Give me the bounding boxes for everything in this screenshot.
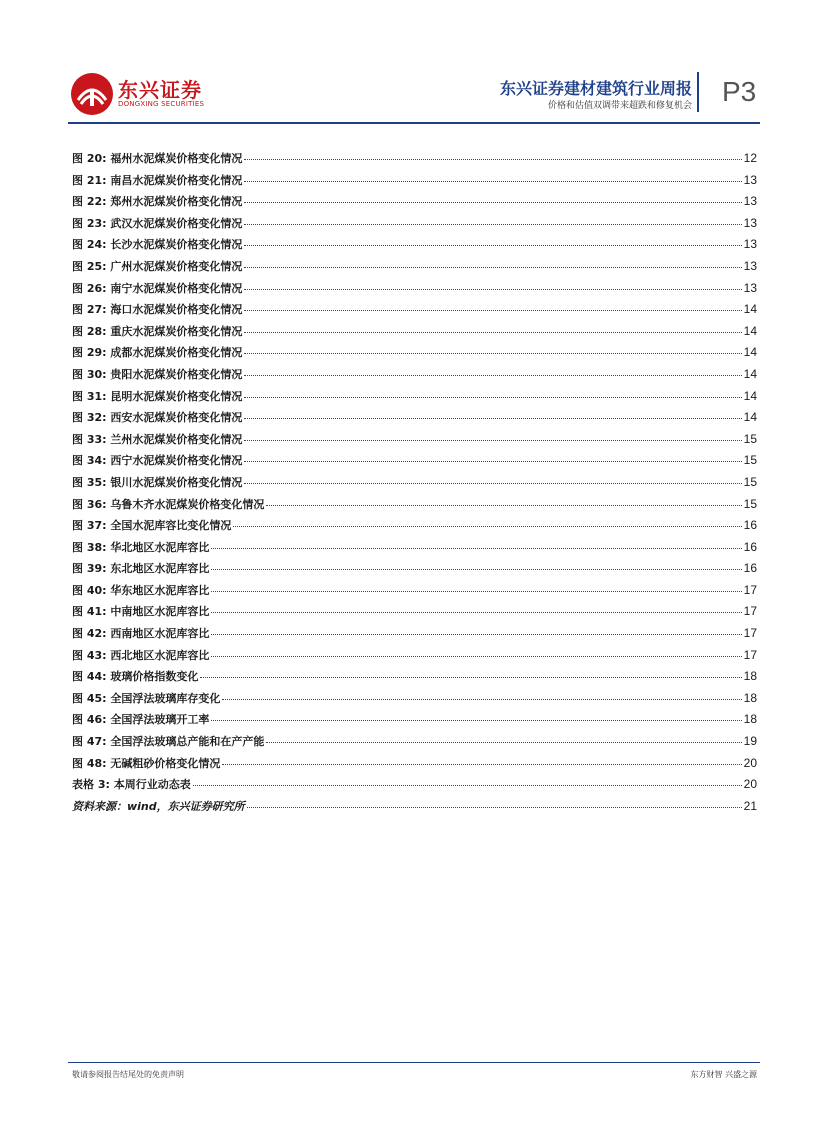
page-number: P3 [722,76,757,107]
toc-leader-dots [211,656,741,657]
toc-entry-page: 14 [743,410,757,425]
toc-entry-label: 图 33: 兰州水泥煤炭价格变化情况 [72,432,243,446]
toc-entry-page: 18 [743,669,757,684]
toc-entry-page: 17 [743,604,757,619]
toc-entry-page: 13 [743,237,757,252]
toc-entry[interactable] [72,647,757,669]
toc-entry[interactable] [72,280,757,302]
toc-entry[interactable] [72,431,757,453]
toc-entry-page: 16 [743,561,757,576]
toc-entry-page: 17 [743,647,757,662]
toc-leader-dots [244,418,741,419]
toc-leader-dots [244,440,741,441]
toc-entry[interactable] [72,258,757,280]
toc-leader-dots [211,591,741,592]
header-rule [68,122,760,124]
toc-entry[interactable] [72,539,757,561]
toc-leader-dots [211,548,741,549]
report-subtitle: 价格和估值双调带来超跌和修复机会 [547,101,692,111]
toc-leader-dots [222,699,741,700]
toc-leader-dots [244,483,741,484]
toc-entry-label: 图 46: 全国浮法玻璃开工率 [72,713,210,727]
toc-entry[interactable] [72,409,757,431]
toc-leader-dots [244,181,741,182]
toc-entry-page: 14 [743,366,757,381]
toc-entry-page: 13 [743,194,757,209]
toc-entry-label: 图 20: 福州水泥煤炭价格变化情况 [72,152,243,165]
toc-entry-label: 图 48: 无碱粗砂价格变化情况 [72,756,221,770]
toc-entry-page: 17 [743,582,757,597]
toc-entry-label: 图 23: 武汉水泥煤炭价格变化情况 [72,216,243,230]
toc-entry-label: 资料来源：wind，东兴证券研究所 [72,799,245,813]
toc-leader-dots [233,526,741,527]
toc-leader-dots [211,634,741,635]
toc-leader-dots [244,353,741,354]
toc-entry[interactable] [72,625,757,647]
toc-entry-label: 图 22: 郑州水泥煤炭价格变化情况 [72,195,243,209]
toc-entry-page: 12 [743,151,757,165]
toc-entry[interactable] [72,798,757,820]
toc-entry-label: 图 43: 西北地区水泥库容比 [72,648,210,662]
toc-entry-label: 图 45: 全国浮法玻璃库存变化 [72,691,221,705]
toc-entry-page: 20 [743,755,757,770]
toc-entry-label: 图 34: 西宁水泥煤炭价格变化情况 [72,454,243,468]
toc-entry-page: 19 [743,734,757,749]
toc-entry-page: 15 [743,453,757,468]
toc-entry[interactable] [72,755,757,777]
table-of-figures [72,150,757,819]
header-divider [697,72,699,112]
toc-entry-label: 图 36: 乌鲁木齐水泥煤炭价格变化情况 [72,497,265,511]
toc-entry-page: 14 [743,388,757,403]
toc-entry-label: 图 27: 海口水泥煤炭价格变化情况 [72,303,243,317]
toc-entry-label: 图 39: 东北地区水泥库容比 [72,562,210,576]
toc-leader-dots [244,397,741,398]
toc-entry[interactable] [72,603,757,625]
toc-entry-page: 15 [743,474,757,489]
toc-entry[interactable] [72,172,757,194]
toc-entry-label: 图 37: 全国水泥库容比变化情况 [72,519,232,533]
toc-leader-dots [244,289,741,290]
toc-entry-page: 13 [743,280,757,295]
toc-leader-dots [244,310,741,311]
toc-entry-page: 14 [743,302,757,317]
toc-entry-page: 18 [743,690,757,705]
toc-leader-dots [200,677,741,678]
toc-leader-dots [244,159,741,160]
toc-entry-page: 21 [743,798,757,813]
toc-entry-page: 15 [743,431,757,446]
toc-entry-page: 13 [743,172,757,187]
footer-rule [68,1062,760,1063]
toc-entry-page: 13 [743,215,757,230]
toc-entry-label: 图 26: 南宁水泥煤炭价格变化情况 [72,281,243,295]
toc-entry-label: 图 24: 长沙水泥煤炭价格变化情况 [72,238,243,252]
toc-entry-label: 图 21: 南昌水泥煤炭价格变化情况 [72,173,243,187]
toc-entry-label: 图 28: 重庆水泥煤炭价格变化情况 [72,324,243,338]
toc-entry-page: 18 [743,712,757,727]
toc-entry[interactable] [72,711,757,733]
toc-entry-label: 图 41: 中南地区水泥库容比 [72,605,210,619]
toc-entry[interactable] [72,215,757,237]
dongxing-logo-icon [70,72,114,116]
toc-entry-label: 表格 3: 本周行业动态表 [72,778,191,792]
toc-leader-dots [211,569,741,570]
toc-entry-label: 图 40: 华东地区水泥库容比 [72,583,210,597]
toc-leader-dots [244,245,741,246]
toc-leader-dots [193,785,742,786]
toc-entry[interactable] [72,733,757,755]
toc-entry-page: 17 [743,626,757,641]
toc-entry[interactable] [72,344,757,366]
toc-leader-dots [247,807,742,808]
disclaimer-note: 敬请参阅报告结尾处的免责声明 [72,1070,184,1079]
toc-leader-dots [244,461,741,462]
toc-leader-dots [244,224,741,225]
toc-entry[interactable] [72,388,757,410]
toc-entry-page: 14 [743,323,757,338]
toc-entry[interactable] [72,496,757,518]
toc-entry[interactable] [72,193,757,215]
toc-entry[interactable] [72,236,757,258]
toc-entry[interactable] [72,323,757,345]
toc-entry-label: 图 32: 西安水泥煤炭价格变化情况 [72,411,243,425]
toc-leader-dots [266,505,741,506]
toc-entry[interactable] [72,301,757,323]
toc-entry[interactable] [72,776,757,798]
toc-leader-dots [244,375,741,376]
page-header [0,0,827,130]
brand-name-english: DONGXING SECURITIES [118,100,205,108]
toc-leader-dots [244,267,741,268]
toc-entry-label: 图 44: 玻璃价格指数变化 [72,670,199,684]
toc-entry[interactable] [72,560,757,582]
toc-entry-page: 16 [743,518,757,533]
toc-entry-page: 13 [743,258,757,273]
toc-leader-dots [244,332,741,333]
toc-entry[interactable] [72,150,757,172]
brand-name: 东兴证券 [118,78,202,102]
footer-slogan: 东方财智 兴盛之源 [690,1070,757,1079]
toc-leader-dots [266,742,741,743]
toc-leader-dots [244,202,741,203]
toc-entry-page: 20 [743,777,757,792]
toc-entry-label: 图 31: 昆明水泥煤炭价格变化情况 [72,389,243,403]
toc-entry[interactable] [72,582,757,604]
toc-entry-label: 图 42: 西南地区水泥库容比 [72,627,210,641]
toc-entry[interactable] [72,517,757,539]
toc-entry-page: 15 [743,496,757,511]
toc-leader-dots [222,764,741,765]
toc-entry[interactable] [72,474,757,496]
toc-entry[interactable] [72,690,757,712]
toc-entry[interactable] [72,452,757,474]
toc-entry-page: 16 [743,539,757,554]
toc-entry[interactable] [72,366,757,388]
toc-entry-label: 图 25: 广州水泥煤炭价格变化情况 [72,259,243,273]
toc-entry-label: 图 47: 全国浮法玻璃总产能和在产产能 [72,735,265,749]
toc-entry-page: 14 [743,345,757,360]
toc-entry[interactable] [72,668,757,690]
toc-entry-label: 图 35: 银川水泥煤炭价格变化情况 [72,475,243,489]
toc-entry-label: 图 29: 成都水泥煤炭价格变化情况 [72,346,243,360]
report-title: 东兴证券建材建筑行业周报 [499,79,692,98]
toc-entry-label: 图 30: 贵阳水泥煤炭价格变化情况 [72,367,243,381]
toc-leader-dots [211,612,741,613]
toc-entry-label: 图 38: 华北地区水泥库容比 [72,540,210,554]
toc-leader-dots [211,720,741,721]
